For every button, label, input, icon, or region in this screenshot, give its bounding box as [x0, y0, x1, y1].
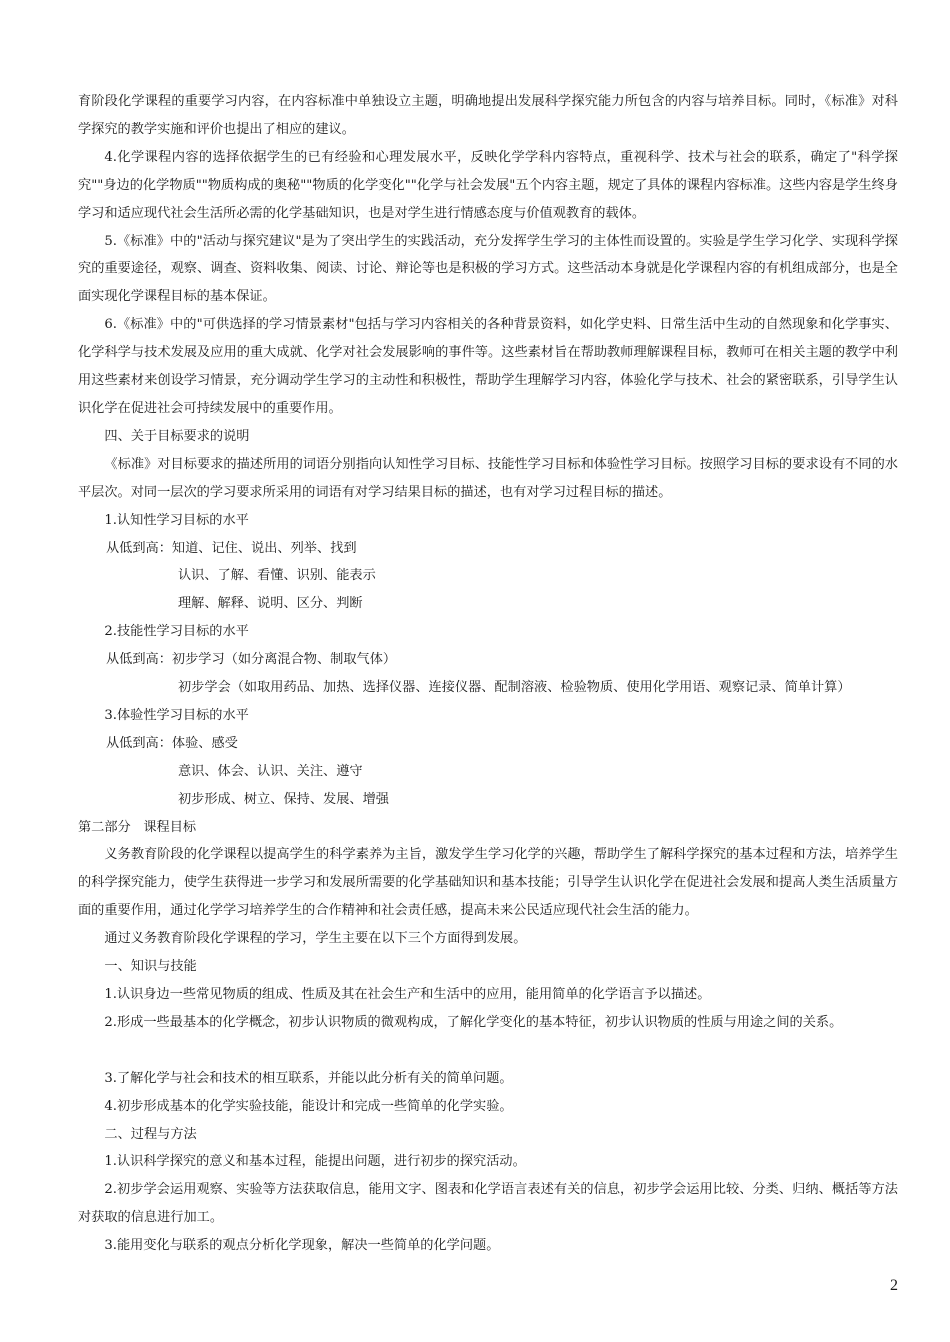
section-heading-4: 四、关于目标要求的说明 — [104, 428, 250, 444]
list-heading-skill: 2.技能性学习目标的水平 — [104, 624, 249, 640]
list-line-cognitive-3: 理解、解释、说明、区分、判断 — [178, 596, 363, 612]
part-heading: 第二部分 课程目标 — [78, 819, 197, 835]
list-heading-cognitive: 1.认知性学习目标的水平 — [104, 512, 249, 528]
section-heading-process: 二、过程与方法 — [104, 1126, 197, 1142]
paragraph-course-goal: 义务教育阶段的化学课程以提高学生的科学素养为主旨，激发学生学习化学的兴趣，帮助学生了解科学探究的基本过程和方法，培养学生的科学探究能力，使学生获得进一步学习和发展所需要的化学基础知识和基本技能；引导学生认识化学在促进社会发展和提高人类生活质量方面的重要作用，通过化学学习培养学生的合作精神和社会责任感，提高未来公民适应现代社会生活的能力。 — [78, 847, 898, 919]
list-line-skill-1: 从低到高：初步学习（如分离混合物、制取气体） — [106, 652, 397, 668]
list-line-cognitive-1: 从低到高：知道、记住、说出、列举、找到 — [106, 540, 357, 556]
list-line-experience-3: 初步形成、树立、保持、发展、增强 — [178, 791, 389, 807]
list-line-experience-2: 意识、体会、认识、关注、遵守 — [178, 763, 363, 779]
paragraph-development-intro: 通过义务教育阶段化学课程的学习，学生主要在以下三个方面得到发展。 — [104, 931, 527, 947]
page-number: 2 — [890, 1277, 898, 1294]
list-item-process-2: 2.初步学会运用观察、实验等方法获取信息，能用文字、图表和化学语言表述有关的信息，初步学会运用比较、分类、归纳、概括等方法对获取的信息进行加工。 — [78, 1182, 898, 1226]
section-heading-knowledge: 一、知识与技能 — [104, 959, 197, 975]
list-item-knowledge-2: 2.形成一些最基本的化学概念，初步认识物质的微观构成，了解化学变化的基本特征，初步认识物质的性质与用途之间的关系。 — [104, 1014, 843, 1030]
paragraph-item-5: 5.《标准》中的"活动与探究建议"是为了突出学生的实践活动，充分发挥学生学习的主体性而设置的。实验是学生学习化学、实现科学探究的重要途径，观察、调查、资料收集、阅读、讨论、辩论等也是积极的学习方式。这些活动本身就是化学课程内容的有机组成部分，也是全面实现化学课程目标的基本保证。 — [78, 233, 898, 305]
page-body — [78, 88, 898, 1260]
list-line-cognitive-2: 认识、了解、看懂、识别、能表示 — [178, 568, 376, 584]
blank-line — [78, 1037, 898, 1065]
list-heading-experience: 3.体验性学习目标的水平 — [104, 707, 249, 723]
list-item-knowledge-1: 1.认识身边一些常见物质的组成、性质及其在社会生产和生活中的应用，能用简单的化学语言予以描述。 — [104, 987, 711, 1002]
list-item-knowledge-3: 3.了解化学与社会和技术的相互联系，并能以此分析有关的简单问题。 — [104, 1070, 513, 1086]
list-line-skill-2: 初步学会（如取用药品、加热、选择仪器、连接仪器、配制溶液、检验物质、使用化学用语、观察记录、简单计算） — [178, 680, 851, 696]
paragraph-continued-intro: 育阶段化学课程的重要学习内容，在内容标准中单独设立主题，明确地提出发展科学探究能力所包含的内容与培养目标。同时，《标准》对科学探究的教学实施和评价也提出了相应的建议。 — [78, 94, 898, 137]
list-line-experience-1: 从低到高：体验、感受 — [106, 735, 238, 751]
list-item-process-3: 3.能用变化与联系的观点分析化学现象，解决一些简单的化学问题。 — [104, 1238, 500, 1254]
list-item-knowledge-4: 4.初步形成基本的化学实验技能，能设计和完成一些简单的化学实验。 — [104, 1098, 513, 1114]
paragraph-item-6: 6.《标准》中的"可供选择的学习情景素材"包括与学习内容相关的各种背景资料，如化学史料、日常生活中生动的自然现象和化学事实、化学科学与技术发展及应用的重大成就、化学对社会发展影响的事件等。这些素材旨在帮助教师理解课程目标，教师可在相关主题的教学中利用这些素材来创设学习情景，充分调动学生学习的主动性和积极性，帮助学生理解学习内容，体验化学与技术、社会的紧密联系，引导学生认识化学在促进社会可持续发展中的重要作用。 — [78, 317, 898, 416]
paragraph-goal-description: 《标准》对目标要求的描述所用的词语分别指向认知性学习目标、技能性学习目标和体验性学习目标。按照学习目标的要求设有不同的水平层次。对同一层次的学习要求所采用的词语有对学习结果目标的描述，也有对学习过程目标的描述。 — [78, 456, 898, 500]
paragraph-item-4: 4.化学课程内容的选择依据学生的已有经验和心理发展水平，反映化学学科内容特点，重视科学、技术与社会的联系，确定了"科学探究""身边的化学物质""物质构成的奥秘""物质的化学变化""化学与社会发展"五个内容主题，规定了具体的课程内容标准。这些内容是学生终身学习和适应现代社会生活所必需的化学基础知识，也是对学生进行情感态度与价值观教育的载体。 — [78, 149, 898, 221]
list-item-process-1: 1.认识科学探究的意义和基本过程，能提出问题，进行初步的探究活动。 — [104, 1154, 526, 1170]
